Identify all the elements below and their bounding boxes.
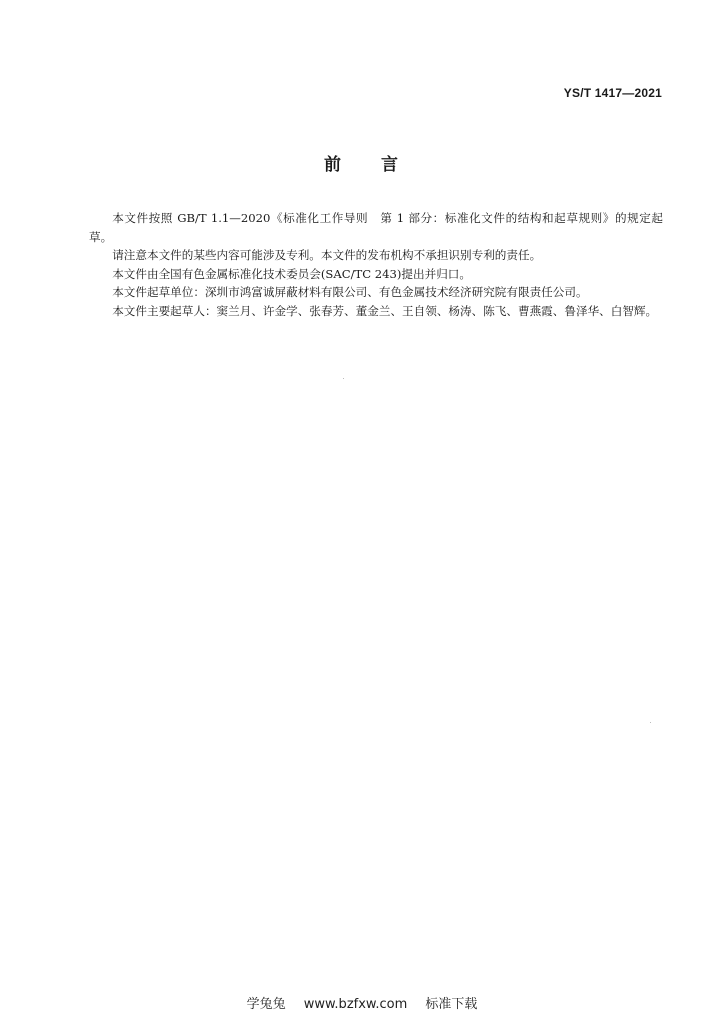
paragraph-drafting-rules: 本文件按照 GB/T 1.1—2020《标准化工作导则 第 1 部分：标准化文件的结构和起草规则》的规定起草。	[89, 211, 663, 244]
paragraph-patent-notice: 请注意本文件的某些内容可能涉及专利。本文件的发布机构不承担识别专利的责任。	[112, 248, 542, 263]
paragraph-drafters: 本文件主要起草人：窦兰月、许金学、张春芳、董金兰、王自领、杨涛、陈飞、曹燕霞、鲁泽华、白智辉。	[112, 303, 658, 318]
page-title	[0, 150, 724, 175]
scan-speck	[650, 722, 651, 723]
title-char-1: 前	[324, 155, 343, 175]
paragraph-proposer: 本文件由全国有色金属标准化技术委员会(SAC/TC 243)提出并归口。	[112, 266, 471, 281]
scan-speck	[343, 378, 344, 379]
standard-code: YS/T 1417—2021	[563, 86, 662, 100]
footer-watermark: 学兔兔 www.bzfxw.com 标准下载	[246, 997, 478, 1012]
title-char-2: 言	[381, 155, 400, 175]
foreword-body	[89, 209, 663, 321]
paragraph-drafting-units: 本文件起草单位：深圳市鸿富诚屏蔽材料有限公司、有色金属技术经济研究院有限责任公司。	[112, 285, 588, 300]
